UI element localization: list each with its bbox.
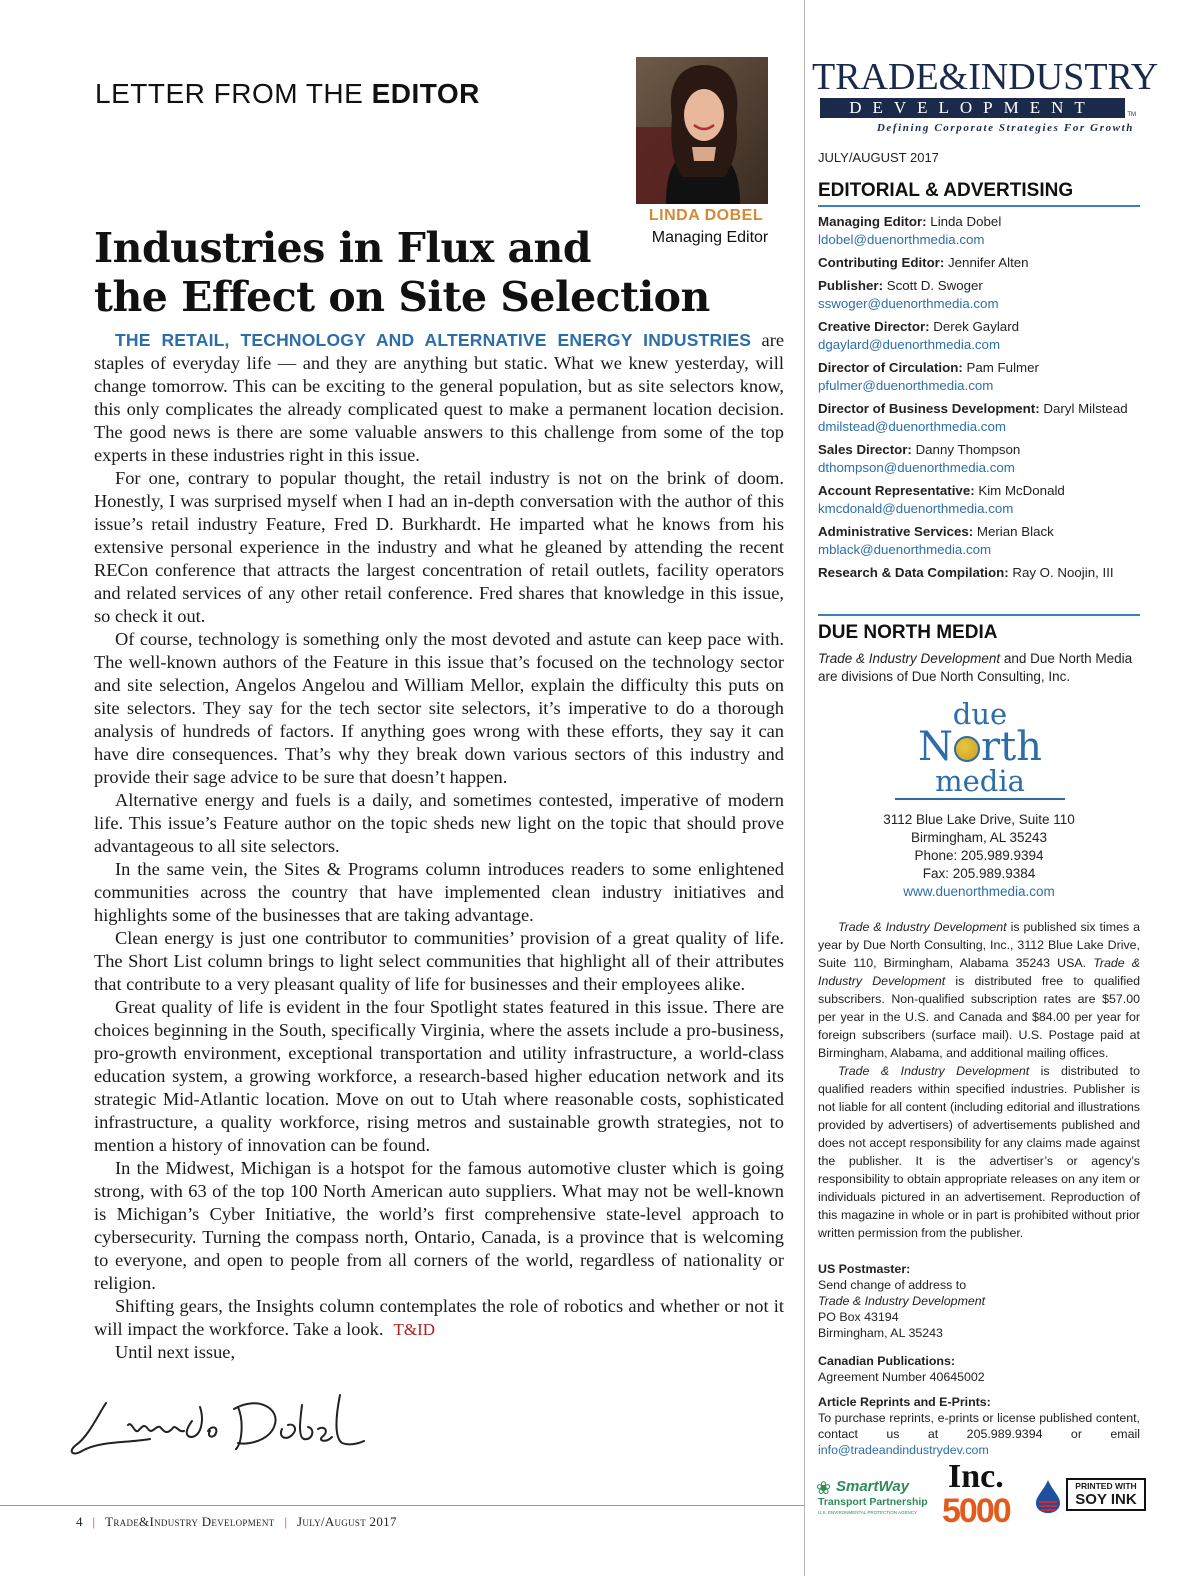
staff-row: Managing Editor: Linda Dobel ldobel@duenorthmedia.com [818, 214, 1002, 247]
paragraph: Clean energy is just one contributor to communities’ provision of a great quality of life. The Short List column brings to light select communities that highlight all of their attributes that contribute to a very pleasant quality of life for businesses and their employees alike. [94, 928, 784, 994]
reprints-email-link[interactable]: info@tradeandindustrydev.com [818, 1443, 989, 1457]
paragraph: THE RETAIL, TECHNOLOGY AND ALTERNATIVE ENERGY INDUSTRIES are staples of everyday life — and they are anything but static. What we knew yesterday, will change tomorrow. This can be exciting to the general population, but as site selectors know, this only complicates the already complicated quest to make a permanent location decision. The good news is there are some valuable answers to this challenge from some of the top experts in these industries right in this issue. [94, 330, 784, 465]
editor-photo [636, 57, 768, 204]
staff-row: Research & Data Compilation: Ray O. Noojin, III [818, 565, 1114, 580]
editor-role: Managing Editor [651, 229, 769, 246]
due-north-logo: due N rth media [890, 700, 1070, 800]
leaf-icon: ❀ [816, 1478, 832, 1498]
footer-issue: July/August 2017 [297, 1514, 397, 1529]
staff-row: Account Representative: Kim McDonald kmcdonald@duenorthmedia.com [818, 483, 1065, 516]
reprints-block: Article Reprints and E-Prints: To purchase reprints, e-prints or license published content, contact us at 205.989.9394 or email info@tradeandindustrydev.com [818, 1395, 1140, 1457]
email-link[interactable]: dmilstead@duenorthmedia.com [818, 419, 1006, 434]
inc5000-badge: Inc. 5000 [942, 1458, 1010, 1530]
staff-row: Contributing Editor: Jennifer Alten [818, 255, 1029, 270]
lead-in: THE RETAIL, TECHNOLOGY AND ALTERNATIVE ENERGY INDUSTRIES [115, 330, 752, 350]
staff-row: Creative Director: Derek Gaylard dgaylard@duenorthmedia.com [818, 319, 1020, 352]
paragraph: Of course, technology is something only the most devoted and astute can keep pace with. The well-known authors of the Feature in this issue that’s focused on the technology sector and site selection, Angelos Angelou and William Mellor, explain the difficulty this puts on site selectors. They say for the tech sector site selectors, it’s imperative to do a thorough analysis of hundreds of factors. If anything goes wrong with these efforts, they say it can have dire consequences. That’s why they break down various sectors of this industry and provide their sage advice to be sure that doesn’t happen. [94, 629, 784, 787]
staff-list [818, 213, 1140, 587]
legal-notice: Trade & Industry Development is published six times a year by Due North Consulting, Inc., 3112 Blue Lake Drive, Suite 110, Birmingham, Alabama 35243 USA. Trade & Industry Development is distributed free to qualified subscribers. Non-qualified subscription rates are $57.00 per year in the U.S. and Canada and $84.00 per year for foreign subscribers (surface mail). U.S. Postage paid at Birmingham, Alabama, and additional mailing offices. Trade & Industry Development is distributed to qualified readers within specified industries. Publisher is not liable for all content (including editorial and illustrations provided by advertisers) of advertisements published and does not accept responsibility for any claims made against the publisher. It is the advertiser’s or agency’s responsibility to obtain appropriate releases on any item or individuals pictured in an advertisement. Reproduction of this magazine in whole or in part is prohibited without prior written permission from the publisher. [818, 920, 1141, 1240]
staff-row: Publisher: Scott D. Swoger sswoger@duenorthmedia.com [818, 278, 999, 311]
staff-row: Director of Business Development: Daryl Milstead dmilstead@duenorthmedia.com [818, 401, 1128, 434]
badge-row [814, 1460, 1144, 1530]
due-north-heading: DUE NORTH MEDIA [818, 622, 998, 643]
email-link[interactable]: kmcdonald@duenorthmedia.com [818, 501, 1014, 516]
editor-name: LINDA DOBEL [648, 207, 764, 224]
paragraph: In the same vein, the Sites & Programs column introduces readers to some enlightened communities across the country that have implemented clean industry initiatives and highlights some of the businesses that are taking advantage. [94, 859, 784, 925]
smartway-badge: ❀ SmartWay Transport Partnership U.S. ENVIRONMENTAL PROTECTION AGENCY [816, 1478, 928, 1515]
paragraph: Great quality of life is evident in the four Spotlight states featured in this issue. There are choices beginning in the South, specifically Virginia, where the assets include a pro-business, pro-growth environment, exceptional transportation and utility infrastructure, a world-class education system, a growing workforce, a research-based higher education network and its strategic Mid-Atlantic location. Move on out to Utah where reasonable costs, sophisticated infrastructure, a quality workforce, rising metros and sustainable growth strategies, not to mention a history of innovation can be found. [94, 997, 784, 1155]
email-link[interactable]: mblack@duenorthmedia.com [818, 542, 992, 557]
page-number: 4 [76, 1514, 83, 1529]
soy-ink-badge: PRINTED WITH SOY INK [1034, 1478, 1142, 1526]
paragraph: For one, contrary to popular thought, the retail industry is not on the brink of doom. Honestly, I was surprised myself when I had an in-depth conversation with the author of this issue’s retail industry Feature, Fred D. Burkhardt. He imparted what he knows from his extensive personal experience in the industry and what he gleaned by attending the recent RECon conference that attracts the largest concentration of retail outlets, facility operators and related services of any other retail conference. Fred shares that knowledge in this issue, so check it out. [94, 468, 784, 626]
issue-date: JULY/AUGUST 2017 [818, 150, 939, 165]
column-divider [804, 0, 805, 1576]
article-body [94, 329, 784, 1364]
paragraph: In the Midwest, Michigan is a hotspot for the famous automotive cluster which is going strong, with 63 of the top 100 North American auto suppliers. What may not be well-known is Michigan’s Cyber Initiative, the world’s first comprehensive state-level approach to cybersecurity. Turning the compass north, Ontario, Canada, is a province that is welcoming to everyone, and open to people from all corners of the world, regardless of nationality or religion. [94, 1158, 784, 1293]
end-mark: T&ID [393, 1320, 436, 1339]
section-rule [818, 614, 1140, 616]
staff-row: Director of Circulation: Pam Fulmer pfulmer@duenorthmedia.com [818, 360, 1039, 393]
paragraph: Alternative energy and fuels is a daily, and sometimes contested, imperative of modern life. This issue’s Feature author on the topic sheds new light on the topic that should prove advantageous to all site selectors. [94, 790, 784, 856]
soy-ink-drop-icon [1034, 1478, 1062, 1514]
masthead-logo: TRADE&INDUSTRY DEVELOPMENT TM Defining Corporate Strategies For Growth [812, 56, 1159, 134]
compass-icon [954, 736, 980, 762]
staff-row: Administrative Services: Merian Black mblack@duenorthmedia.com [818, 524, 1054, 557]
website-link[interactable]: www.duenorthmedia.com [903, 884, 1055, 899]
email-link[interactable]: pfulmer@duenorthmedia.com [818, 378, 994, 393]
due-north-description: Trade & Industry Development and Due North Media are divisions of Due North Consulting, Inc. [818, 651, 1133, 684]
article-title: Industries in Flux and the Effect on Site Selection [94, 224, 710, 321]
footer-rule [0, 1505, 804, 1506]
page-footer: 4 | Trade&Industry Development | July/August 2017 [76, 1514, 397, 1529]
paragraph: Shifting gears, the Insights column contemplates the role of robotics and whether or not it will impact the workforce. Take a look. T&ID [94, 1296, 784, 1339]
signature [68, 1385, 368, 1465]
footer-magazine: Trade&Industry Development [105, 1514, 275, 1529]
email-link[interactable]: ldobel@duenorthmedia.com [818, 232, 985, 247]
staff-row: Sales Director: Danny Thompson dthompson@duenorthmedia.com [818, 442, 1021, 475]
email-link[interactable]: dthompson@duenorthmedia.com [818, 460, 1015, 475]
heading-rule [818, 205, 1140, 207]
email-link[interactable]: dgaylard@duenorthmedia.com [818, 337, 1001, 352]
postmaster-block: US Postmaster: Send change of address to Trade & Industry Development PO Box 43194 Birmingham, AL 35243 [818, 1262, 986, 1340]
email-link[interactable]: sswoger@duenorthmedia.com [818, 296, 999, 311]
editorial-heading: EDITORIAL & ADVERTISING [818, 180, 1074, 201]
closing: Until next issue, [115, 1342, 236, 1362]
due-north-address: 3112 Blue Lake Drive, Suite 110 Birmingham, AL 35243 Phone: 205.989.9394 Fax: 205.989.9384 www.duenorthmedia.com [818, 811, 1140, 901]
canadian-block: Canadian Publications: Agreement Number 40645002 [818, 1354, 985, 1384]
section-kicker: LETTER FROM THE EDITOR [95, 78, 480, 109]
